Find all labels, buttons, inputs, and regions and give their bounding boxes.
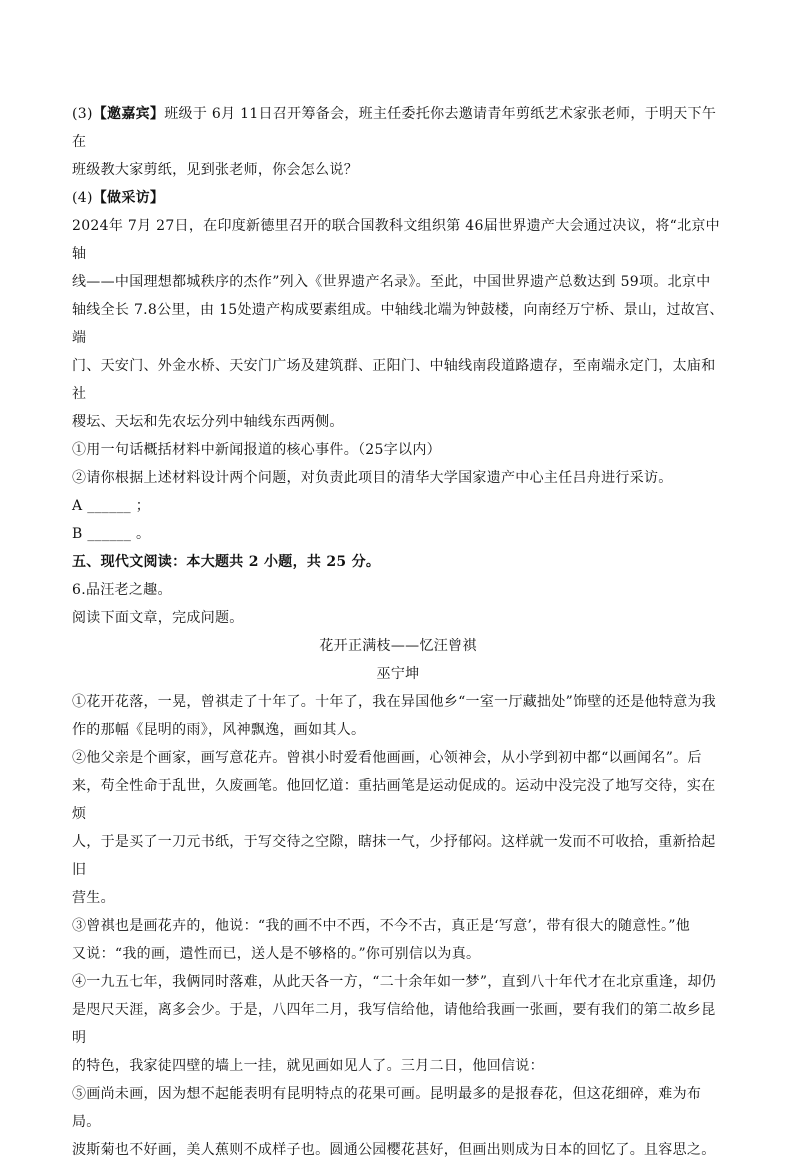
article-line: ②他父亲是个画家，画写意花卉。曾祺小时爱看他画画，心领神会，从小学到初中都“以画闻名”。后 xyxy=(72,750,702,766)
article-line: ⑤画尚未画，因为想不起能表明有昆明特点的花果可画。昆明最多的是报春花，但这花细碎，难为布局。 xyxy=(72,1086,702,1130)
article-line: 是咫尺天涯，离多会少。于是，八四年二月，我写信给他，请他给我画一张画，要有我们的第二故乡昆明 xyxy=(72,1002,716,1046)
article-line: 来，苟全性命于乱世，久废画笔。他回忆道：重拈画笔是运动促成的。运动中没完没了地写交待，实在烦 xyxy=(72,778,716,822)
question-3-text-1: 班级于 6月 11日召开筹备会，班主任委托你去邀请青年剪纸艺术家张老师，于明天下午在 xyxy=(72,106,717,150)
section-5-heading: 五、现代文阅读：本大题共 2 小题，共 25 分。 xyxy=(72,554,381,570)
question-4-material xyxy=(72,212,724,436)
answer-b-blank: ______ xyxy=(87,526,132,542)
answer-a-blank: ______ xyxy=(87,498,131,514)
article-line: ③曾祺也是画花卉的，他说：“我的画不中不西，不今不古，真正是‘写意’，带有很大的随意性。”他 xyxy=(72,918,691,934)
question-4-tag: 【做采访】 xyxy=(92,190,165,206)
article-line: ①花开花落，一晃，曾祺走了十年了。十年了，我在异国他乡“一室一厅藏拙处”饰壁的还是他特意为我 xyxy=(72,694,717,710)
article-paragraph-2 xyxy=(72,744,724,912)
answer-b-label: B xyxy=(72,526,83,542)
answer-b-end: 。 xyxy=(135,526,151,542)
material-line: 轴线全长 7.8公里，由 15处遗产构成要素组成。中轴线北端为钟鼓楼，向南经万宁桥、景山，过故宫、端 xyxy=(72,302,724,346)
question-4-header xyxy=(72,184,724,212)
article-paragraph-3 xyxy=(72,912,724,968)
article-paragraph-4 xyxy=(72,968,724,1080)
question-6: 6.品汪老之趣。 xyxy=(72,582,172,598)
question-3-number: (3) xyxy=(72,106,93,122)
question-3-tag: 【邀嘉宾】 xyxy=(92,106,165,122)
article-line: 人，于是买了一刀元书纸，于写交待之空隙，瞎抹一气，少抒郁闷。这样就一发而不可收拾，重新拾起旧 xyxy=(72,834,716,878)
question-3-line-2: 班级教大家剪纸，见到张老师，你会怎么说？ xyxy=(72,162,358,178)
material-line: 门、天安门、外金水桥、天安门广场及建筑群、正阳门、中轴线南段道路遗存，至南端永定门，太庙和社 xyxy=(72,358,716,402)
article-line: 又说：“我的画，遣性而已，送人是不够格的。”你可别信以为真。 xyxy=(72,946,481,962)
question-4-number: (4) xyxy=(72,190,93,206)
article-line: ④一九五七年，我俩同时落难，从此天各一方，“二十余年如一梦”，直到八十年代才在北京重逢，却仍 xyxy=(72,974,717,990)
answer-line-a xyxy=(72,492,724,520)
article-paragraph-5 xyxy=(72,1080,724,1164)
material-line: 线——中国理想都城秩序的杰作”列入《世界遗产名录》。至此，中国世界遗产总数达到 59项。北京中 xyxy=(72,274,711,290)
material-line: 稷坛、天坛和先农坛分列中轴线东西两侧。 xyxy=(72,414,344,430)
article-paragraph-1 xyxy=(72,688,724,744)
article-author: 巫宁坤 xyxy=(376,666,420,682)
material-line: 2024年 7月 27日，在印度新德里召开的联合国教科文组织第 46届世界遗产大会通过决议，将“北京中轴 xyxy=(72,218,720,262)
article-title: 花开正满枝——忆汪曾祺 xyxy=(319,638,477,654)
article-line: 波斯菊也不好画，美人蕉则不成样子也。圆通公园樱花甚好，但画出则成为日本的回忆了。且容思之。 xyxy=(72,1142,716,1158)
answer-a-end: ； xyxy=(135,498,151,514)
article-line: 作的那幅《昆明的雨》，风神飘逸，画如其人。 xyxy=(72,722,366,738)
answer-a-label: A xyxy=(72,498,83,514)
question-4-sub-1: ①用一句话概括材料中新闻报道的核心事件。（25字以内） xyxy=(72,442,441,458)
question-3-line-1 xyxy=(72,100,724,156)
article-line: 的特色，我家徒四壁的墙上一挂，就见画如见人了。三月二日，他回信说： xyxy=(72,1058,544,1074)
answer-line-b xyxy=(72,520,724,548)
article-line: 营生。 xyxy=(72,890,115,906)
reading-instruction: 阅读下面文章，完成问题。 xyxy=(72,610,244,626)
question-4-sub-2: ②请你根据上述材料设计两个问题，对负责此项目的清华大学国家遗产中心主任吕舟进行采访。 xyxy=(72,470,673,486)
